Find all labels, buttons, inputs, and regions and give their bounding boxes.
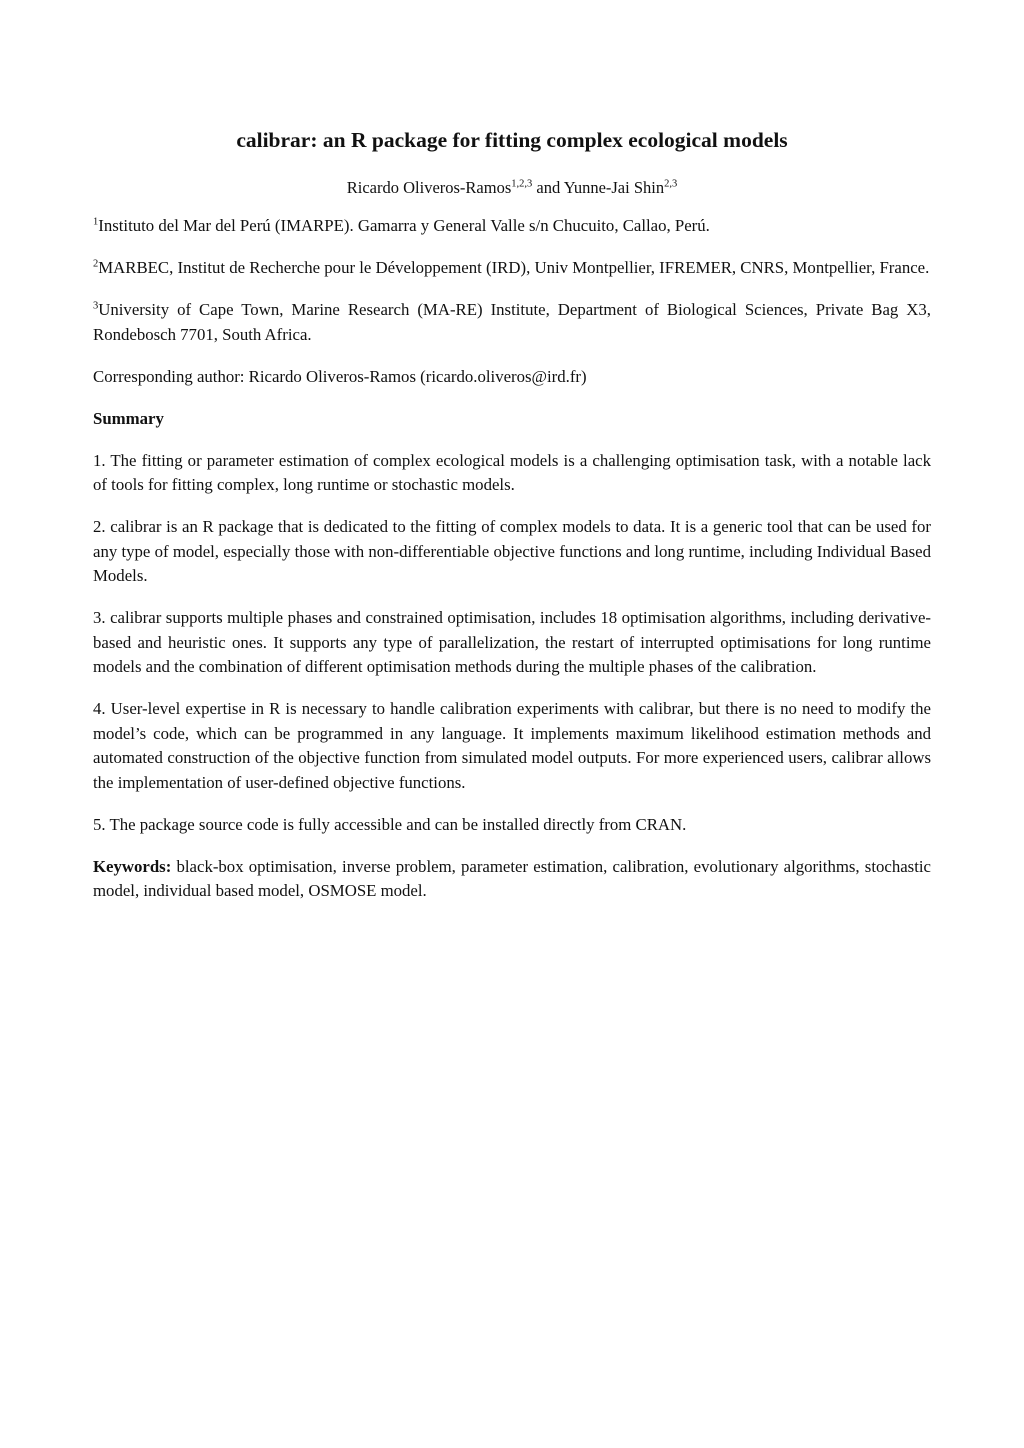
paper-page	[93, 126, 931, 921]
summary-point-5: 5. The package source code is fully accessible and can be installed directly from CRAN.	[93, 814, 687, 834]
keywords-text: black-box optimisation, inverse problem, parameter estimation, calibration, evolutionary algorithms, stochastic model, individual based model, OSMOSE model.	[93, 856, 931, 900]
affiliation-2	[93, 256, 931, 281]
summary-point-2: 2. calibrar is an R package that is dedicated to the fitting of complex models to data. It is a generic tool that can be used for any type of model, especially those with non-differentiable objective functions and long runtime, including Individual Based Models.	[93, 517, 931, 585]
author-affiliation-sup: 1,2,3	[511, 178, 533, 190]
summary-point-1: 1. The fitting or parameter estimation of complex ecological models is a challenging optimisation task, with a notable lack of tools for fitting complex, long runtime or stochastic models.	[93, 450, 931, 494]
summary-heading: Summary	[93, 408, 164, 428]
affiliation-number: 3	[93, 300, 99, 312]
summary-point-4: 4. User-level expertise in R is necessary to handle calibration experiments with calibrar, but there is no need to modify the model’s code, which can be programmed in any language. It implements maximum likelihood estimation methods and automated construction of the objective function from simulated model outputs. For more experienced users, calibrar allows the implementation of user-defined objective functions.	[93, 699, 931, 792]
author-conjunction: and	[532, 178, 564, 197]
affiliation-text: University of Cape Town, Marine Research (MA-RE) Institute, Department of Biological Sciences, Private Bag X3, Rondebosch 7701, South Africa.	[93, 300, 931, 344]
author-name: Yunne-Jai Shin	[563, 178, 665, 197]
affiliation-3	[93, 298, 931, 347]
paper-title: calibrar: an R package for fitting complex ecological models	[236, 128, 788, 152]
affiliation-number: 2	[93, 258, 99, 270]
author-line	[93, 176, 931, 200]
affiliation-1	[93, 214, 931, 239]
corresponding-author: Corresponding author: Ricardo Oliveros-Ramos (ricardo.oliveros@ird.fr)	[93, 366, 587, 386]
author-affiliation-sup: 2,3	[664, 178, 678, 190]
affiliation-text: Instituto del Mar del Perú (IMARPE). Gamarra y General Valle s/n Chucuito, Callao, Perú.	[98, 216, 710, 235]
summary-point-3: 3. calibrar supports multiple phases and constrained optimisation, includes 18 optimisation algorithms, including derivative-based and heuristic ones. It supports any type of parallelization, the restart of interrupted optimisations for long runtime models and the combination of different optimisation methods during the multiple phases of the calibration.	[93, 608, 931, 676]
author-name: Ricardo Oliveros-Ramos	[346, 178, 512, 197]
keywords	[93, 855, 931, 904]
affiliation-text: MARBEC, Institut de Recherche pour le Développement (IRD), Univ Montpellier, IFREMER, CNRS, Montpellier, France.	[98, 258, 930, 277]
keywords-label: Keywords:	[93, 856, 172, 876]
affiliation-number: 1	[93, 216, 99, 228]
